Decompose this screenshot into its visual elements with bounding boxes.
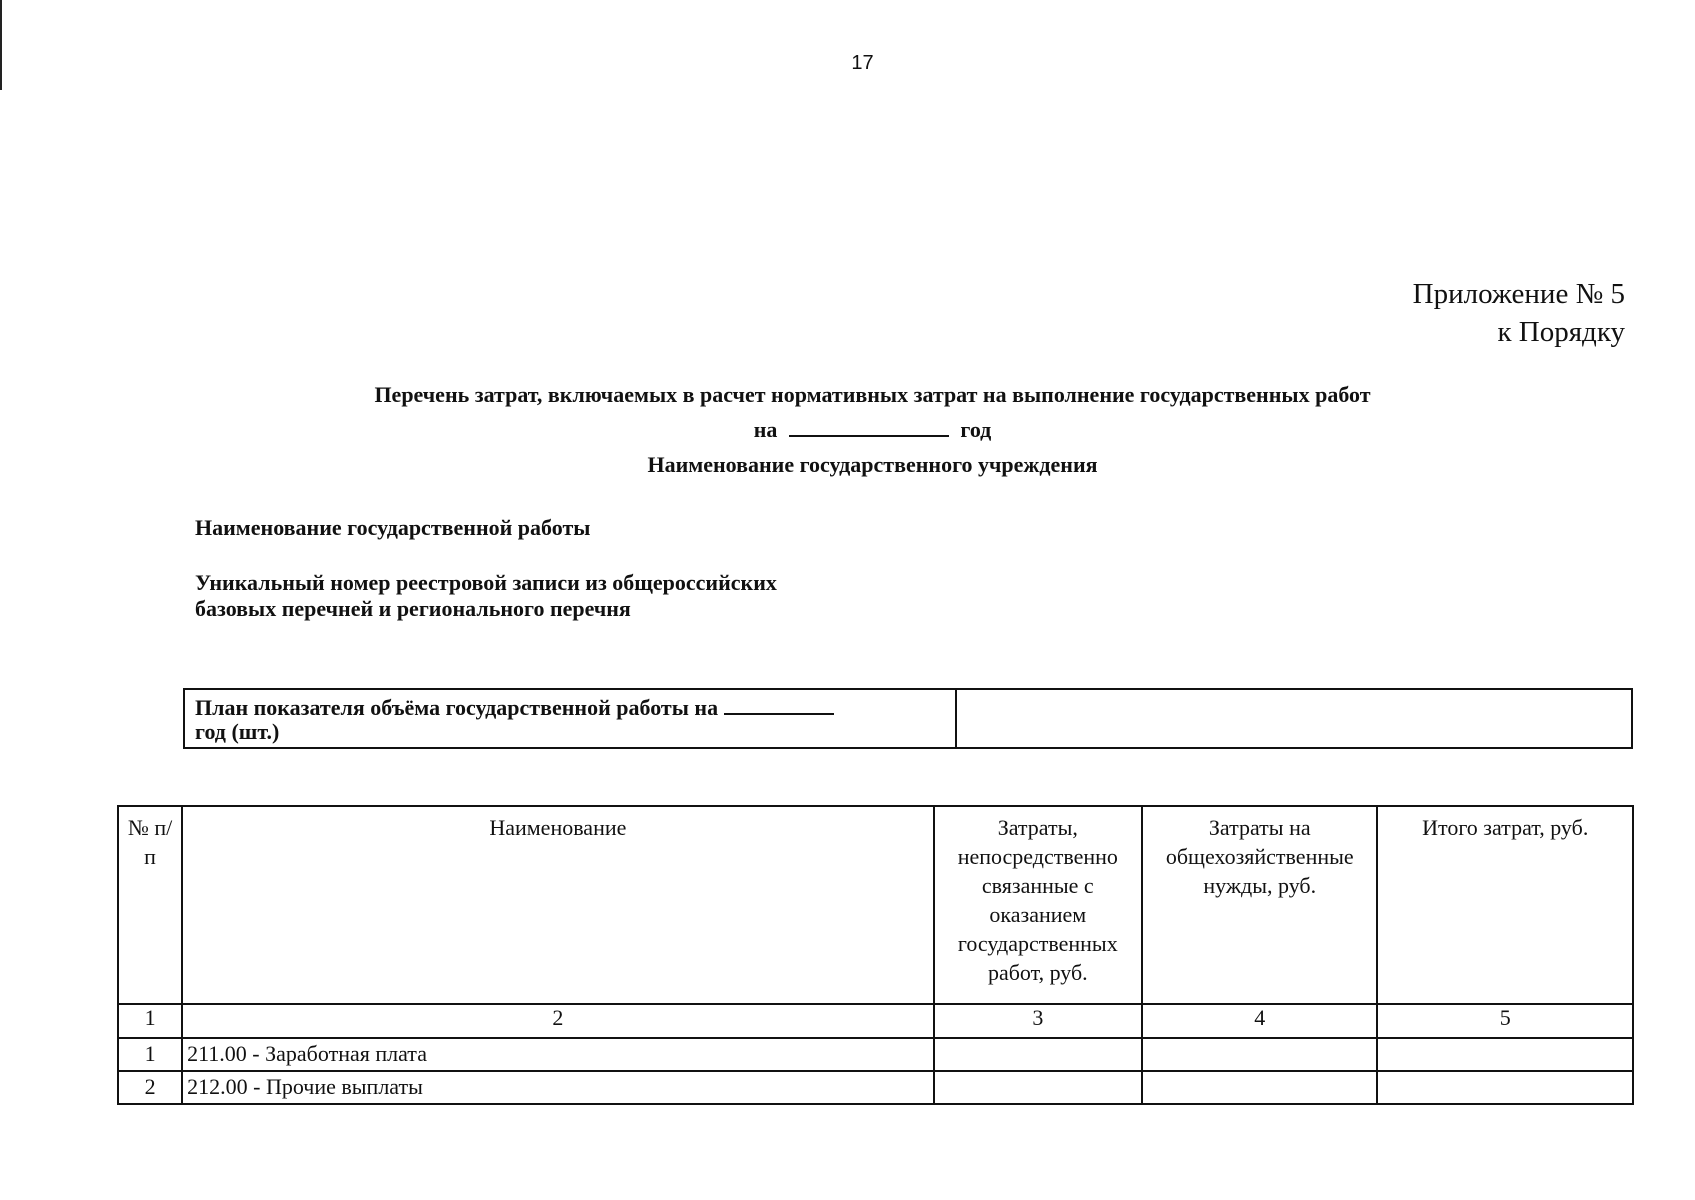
column-number: 2 xyxy=(182,1004,933,1038)
registry-label-line-1: Уникальный номер реестровой записи из общероссийских xyxy=(195,570,777,595)
row-number: 1 xyxy=(118,1038,182,1071)
row-direct-costs xyxy=(934,1071,1142,1104)
row-total-costs xyxy=(1377,1038,1633,1071)
header-name: Наименование xyxy=(182,806,933,1004)
registry-label-line-2: базовых перечней и регионального перечня xyxy=(195,596,631,621)
institution-label: Наименование государственного учреждения xyxy=(647,452,1098,477)
appendix-line-1: Приложение № 5 xyxy=(1412,278,1625,310)
year-suffix: год xyxy=(960,417,992,442)
column-number: 4 xyxy=(1142,1004,1377,1038)
cost-table xyxy=(117,805,1634,1105)
header-general-costs: Затраты на общехозяйственные нужды, руб. xyxy=(1142,806,1377,1004)
appendix-reference xyxy=(1413,275,1625,351)
column-number-row xyxy=(118,1004,1633,1038)
plan-label-line-1: План показателя объёма государственной работы на xyxy=(195,695,719,720)
registry-label xyxy=(195,570,777,622)
row-general-costs xyxy=(1142,1071,1377,1104)
scan-edge-mark xyxy=(0,0,2,90)
row-number: 2 xyxy=(118,1071,182,1104)
header-total-costs: Итого затрат, руб. xyxy=(1377,806,1633,1004)
table-row xyxy=(118,1038,1633,1071)
year-prefix: на xyxy=(753,417,778,442)
row-general-costs xyxy=(1142,1038,1377,1071)
plan-value-cell xyxy=(956,689,1632,748)
column-number: 5 xyxy=(1377,1004,1633,1038)
header-direct-costs: Затраты, непосредственно связанные с оказанием государственных работ, руб. xyxy=(934,806,1142,1004)
header-number: № п/п xyxy=(118,806,182,1004)
plan-table xyxy=(183,688,1633,749)
row-name: 212.00 - Прочие выплаты xyxy=(182,1071,933,1104)
column-number: 1 xyxy=(118,1004,182,1038)
row-direct-costs xyxy=(934,1038,1142,1071)
document-title: Перечень затрат, включаемых в расчет нормативных затрат на выполнение государственных работ xyxy=(374,382,1371,407)
column-number: 3 xyxy=(934,1004,1142,1038)
plan-label-line-2: год (шт.) xyxy=(195,719,280,744)
plan-year-blank xyxy=(724,693,834,715)
row-total-costs xyxy=(1377,1071,1633,1104)
appendix-line-2: к Порядку xyxy=(1497,316,1625,348)
year-blank-field xyxy=(789,417,949,437)
row-name: 211.00 - Заработная плата xyxy=(182,1038,933,1071)
header-row xyxy=(118,806,1633,1004)
year-line xyxy=(0,417,1695,443)
page-number: 17 xyxy=(851,52,874,74)
work-name-label: Наименование государственной работы xyxy=(195,515,591,540)
plan-label-cell xyxy=(184,689,956,748)
table-row xyxy=(118,1071,1633,1104)
